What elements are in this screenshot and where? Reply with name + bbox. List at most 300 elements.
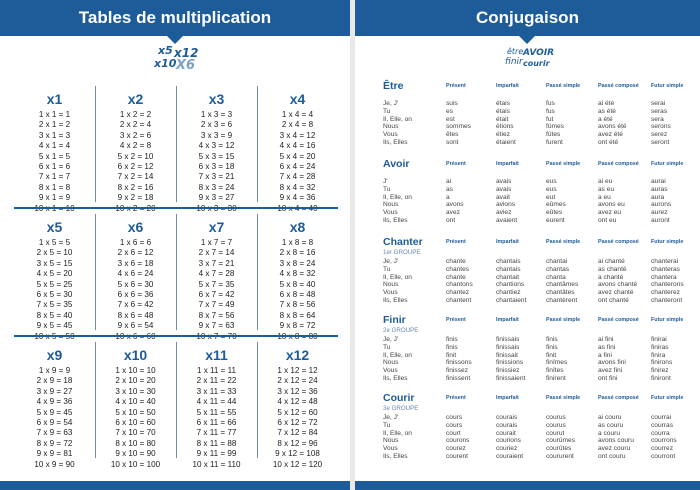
table-row: 1 x 12 = 12 — [277, 366, 318, 375]
verb-block — [383, 392, 693, 464]
pronoun: Il, Elle, on — [383, 115, 412, 123]
conjugated-form: es — [446, 107, 453, 115]
column-divider — [176, 342, 177, 458]
conjugated-form: avez été — [598, 131, 623, 139]
conjugated-form: ont eu — [598, 216, 617, 224]
conjugated-form: chantais — [496, 265, 521, 273]
pronoun: Je, J' — [383, 258, 399, 265]
table-row: 4 x 4 = 16 — [279, 141, 316, 151]
conjugated-form: ai chanté — [598, 258, 625, 265]
pronoun: Tu — [383, 265, 391, 273]
multiplication-table — [257, 208, 338, 336]
verb-name: Être — [383, 80, 404, 92]
conjugated-form: chantais — [496, 258, 521, 265]
conjugated-form: est — [446, 115, 455, 123]
table-row: 1 x 1 = 1 — [38, 110, 71, 119]
tense-header: Passé simple — [546, 317, 581, 323]
conjugated-form: finissiez — [496, 367, 520, 375]
pronoun: Nous — [383, 437, 399, 445]
multiplication-table — [176, 80, 257, 208]
conjugated-form: as chanté — [598, 265, 627, 273]
conjugated-form: serai — [651, 100, 666, 107]
tense-header: Présent — [446, 239, 466, 245]
table-row: 7 x 8 = 56 — [279, 300, 316, 310]
table-heading: x4 — [289, 91, 306, 107]
tense-header: Passé composé — [598, 239, 639, 245]
footer-bar — [0, 481, 350, 490]
table-row: 8 x 4 = 32 — [279, 182, 316, 192]
conjugated-form: avaient — [496, 216, 518, 224]
column-divider — [257, 342, 258, 458]
conjugated-form: courrai — [651, 414, 672, 421]
table-row: 2 x 7 = 14 — [198, 248, 235, 258]
table-row: 4 x 1 = 4 — [38, 141, 71, 151]
multiplication-table — [14, 336, 95, 469]
table-row: 4 x 10 = 40 — [115, 397, 156, 407]
table-row: 9 x 11 = 99 — [196, 449, 237, 459]
pronoun-column — [383, 258, 412, 305]
conjugated-form: courus — [546, 414, 566, 421]
conjugated-form: chantâmes — [546, 281, 579, 289]
table-row: 6 x 1 = 6 — [38, 162, 71, 172]
pronoun-column — [383, 336, 412, 383]
conjugated-form: courra — [651, 429, 670, 437]
conjugated-form: finis — [446, 336, 458, 343]
conjugated-form: finit — [446, 351, 457, 359]
tense-header: Imparfait — [496, 83, 519, 89]
conjugated-form: fûtes — [546, 131, 561, 139]
conjugated-form: ai eu — [598, 178, 613, 185]
conjugated-form: ont couru — [598, 452, 626, 460]
pronoun: Ils, Elles — [383, 216, 408, 224]
table-row: 9 x 3 = 27 — [198, 193, 235, 203]
tense-column — [598, 414, 634, 461]
multiplication-table — [95, 208, 176, 336]
table-row: 4 x 2 = 8 — [119, 141, 152, 151]
pronoun: Je, J' — [383, 100, 399, 107]
conjugated-form: ai couru — [598, 414, 622, 421]
table-heading: x2 — [127, 91, 144, 107]
tense-header: Imparfait — [496, 239, 519, 245]
tense-column — [546, 258, 578, 305]
table-row: 7 x 5 = 35 — [36, 300, 73, 310]
pronoun: Tu — [383, 185, 391, 193]
tense-header: Passé simple — [546, 83, 581, 89]
conjugated-form: fus — [546, 100, 555, 107]
conjugated-form: sont — [446, 138, 459, 146]
table-row: 9 x 1 = 9 — [38, 193, 71, 203]
table-rows — [14, 238, 95, 342]
conjugated-form: chantiez — [496, 289, 521, 297]
verb-name: Finir — [383, 314, 406, 326]
conjugated-form: serez — [651, 131, 668, 139]
tense-column — [446, 258, 473, 305]
conjugated-form: finissent — [446, 374, 471, 382]
table-rows — [257, 238, 338, 342]
conjugated-form: finirai — [651, 336, 667, 343]
table-row: 5 x 6 = 30 — [117, 279, 154, 289]
tense-column — [546, 414, 575, 461]
pronoun: Il, Elle, on — [383, 351, 412, 359]
table-row: 6 x 12 = 72 — [277, 418, 318, 428]
conjugated-form: cours — [446, 414, 463, 421]
table-row: 2 x 6 = 12 — [117, 248, 154, 258]
conjugated-form: chanta — [546, 273, 566, 281]
multiplication-table — [14, 80, 95, 208]
conjugated-form: avons été — [598, 123, 627, 131]
table-rows — [95, 110, 176, 214]
table-row: 6 x 2 = 12 — [117, 162, 154, 172]
conjugated-form: serons — [651, 123, 671, 131]
page-title-conjugaison: Conjugaison — [355, 0, 700, 36]
conjugated-form: auras — [651, 185, 668, 193]
row-divider — [14, 207, 338, 209]
conjugated-form: avons chanté — [598, 281, 638, 289]
pronoun: Il, Elle, on — [383, 429, 412, 437]
conjugated-form: finirez — [651, 367, 669, 375]
table-heading: x7 — [208, 219, 225, 235]
conjugated-form: courrez — [651, 445, 673, 453]
conjugated-form: a fini — [598, 351, 612, 359]
conjugated-form: êtes — [446, 131, 459, 139]
multiplication-table — [257, 80, 338, 208]
conjugated-form: eûmes — [546, 201, 566, 209]
table-row: 1 x 11 = 11 — [196, 366, 237, 375]
table-row: 8 x 7 = 56 — [198, 310, 235, 320]
tense-column — [598, 336, 626, 383]
table-row: 9 x 6 = 54 — [117, 321, 154, 331]
table-row: 3 x 12 = 36 — [277, 386, 318, 396]
verb-group: 2e GROUPE — [383, 327, 419, 334]
table-row: 2 x 12 = 24 — [277, 376, 318, 386]
pronoun: Nous — [383, 359, 399, 367]
conjugated-form: finissait — [496, 351, 518, 359]
conjugated-form: finira — [651, 351, 666, 359]
table-row: 9 x 9 = 81 — [36, 449, 73, 459]
tense-header: Futur simple — [651, 395, 684, 401]
conjugated-form: ont chanté — [598, 296, 629, 304]
table-rows — [95, 366, 176, 470]
conjugated-form: chanterez — [651, 289, 680, 297]
multiplication-table — [176, 336, 257, 469]
table-row: 10 x 9 = 90 — [34, 459, 75, 469]
conjugated-form: étions — [496, 123, 514, 131]
tense-column — [598, 258, 637, 305]
table-row: 8 x 12 = 96 — [277, 438, 318, 448]
table-row: 5 x 3 = 15 — [198, 151, 235, 161]
column-divider — [257, 86, 258, 202]
table-row: 3 x 2 = 6 — [119, 130, 152, 140]
conjugated-form: aurai — [651, 178, 666, 185]
conjugated-form: finirons — [651, 359, 673, 367]
conjugated-form: finis — [546, 336, 558, 343]
pronoun-column — [383, 414, 412, 461]
table-row: 2 x 4 = 8 — [281, 120, 314, 130]
table-row: 8 x 1 = 8 — [38, 182, 71, 192]
tense-header: Futur simple — [651, 239, 684, 245]
table-row: 8 x 8 = 64 — [279, 310, 316, 320]
table-row: 3 x 7 = 21 — [198, 258, 235, 268]
table-row: 9 x 5 = 45 — [36, 321, 73, 331]
table-row: 5 x 5 = 25 — [36, 279, 73, 289]
table-row: 10 x 11 = 110 — [192, 459, 241, 469]
table-row: 1 x 4 = 4 — [281, 110, 314, 119]
table-row: 1 x 2 = 2 — [119, 110, 152, 119]
conjugated-form: chantâtes — [546, 289, 575, 297]
table-row: 5 x 7 = 35 — [198, 279, 235, 289]
table-rows — [14, 366, 95, 470]
table-row: 3 x 11 = 33 — [196, 386, 237, 396]
multiplication-table — [95, 80, 176, 208]
conjugated-form: finissez — [446, 367, 468, 375]
tense-column — [651, 336, 672, 383]
table-row: 4 x 7 = 28 — [198, 269, 235, 279]
table-row: 6 x 6 = 36 — [117, 290, 154, 300]
conjugated-form: finîmes — [546, 359, 568, 367]
conjugated-form: chantèrent — [546, 296, 578, 304]
tense-header: Présent — [446, 161, 466, 167]
table-heading: x11 — [205, 347, 228, 363]
verb-block — [383, 236, 693, 308]
table-row: 1 x 10 = 10 — [115, 366, 156, 375]
tense-header: Passé simple — [546, 395, 581, 401]
conjugated-form: chantons — [446, 281, 473, 289]
conjugated-form: étaient — [496, 138, 516, 146]
pronoun: Ils, Elles — [383, 296, 408, 304]
row-divider — [14, 335, 338, 337]
conjugated-form: ai été — [598, 100, 615, 107]
conjugated-form: courais — [496, 414, 518, 421]
pronoun: Je, J' — [383, 414, 399, 421]
conjugated-form: finiras — [651, 343, 669, 351]
verb-block — [383, 158, 693, 230]
conjugated-form: avais — [496, 185, 512, 193]
tense-column — [496, 100, 516, 147]
conjugated-form: courront — [651, 452, 676, 460]
tense-column — [651, 258, 684, 305]
conjugated-form: eus — [546, 178, 557, 185]
pronoun: Vous — [383, 131, 398, 139]
tense-header: Présent — [446, 83, 466, 89]
table-row: 6 x 11 = 66 — [196, 418, 237, 428]
tense-header: Imparfait — [496, 161, 519, 167]
conjugated-form: chantas — [546, 265, 570, 273]
table-row: 4 x 12 = 48 — [277, 397, 318, 407]
pronoun: Je, J' — [383, 336, 399, 343]
conjugated-form: as eu — [598, 185, 615, 193]
multiplication-grid — [14, 80, 338, 469]
conjugated-form: eûtes — [546, 209, 563, 217]
conjugated-form: seront — [651, 138, 670, 146]
conjugated-form: finirent — [546, 374, 566, 382]
conjugated-form: fus — [546, 107, 555, 115]
conjugated-form: ai fini — [598, 336, 614, 343]
tense-column — [496, 258, 526, 305]
pronoun-column — [383, 178, 412, 225]
conjugated-form: fûmes — [546, 123, 564, 131]
conjugated-form: chanterai — [651, 258, 679, 265]
conjugated-form: finit — [546, 351, 557, 359]
pronoun: Tu — [383, 421, 391, 429]
tense-header: Passé composé — [598, 161, 639, 167]
conjugated-form: chantent — [446, 296, 472, 304]
column-divider — [257, 214, 258, 330]
table-row: 5 x 12 = 60 — [277, 407, 318, 417]
conjugated-form: avons couru — [598, 437, 634, 445]
conjugated-form: courais — [496, 421, 518, 429]
conjugated-form: coururent — [546, 452, 574, 460]
page-title-multiplication: Tables de multiplication — [0, 0, 350, 36]
conjugated-form: avais — [496, 178, 512, 185]
column-divider — [176, 214, 177, 330]
conjugated-form: as fini — [598, 343, 616, 351]
table-row: 2 x 9 = 18 — [36, 376, 73, 386]
table-row: 6 x 7 = 42 — [198, 290, 235, 300]
table-row: 3 x 5 = 15 — [36, 258, 73, 268]
pronoun: Vous — [383, 445, 398, 453]
table-heading: x8 — [289, 219, 306, 235]
conjugated-form: finissons — [446, 359, 472, 367]
verb-name: Avoir — [383, 158, 410, 170]
table-row: 4 x 9 = 36 — [36, 397, 73, 407]
conjugated-form: suis — [446, 100, 458, 107]
tense-column — [598, 178, 625, 225]
table-rows — [14, 110, 95, 214]
column-divider — [95, 342, 96, 458]
table-heading: x5 — [46, 219, 63, 235]
table-row: 2 x 2 = 4 — [119, 120, 152, 130]
footer-bar — [355, 481, 700, 490]
tense-column — [651, 414, 677, 461]
column-divider — [176, 86, 177, 202]
table-row: 8 x 10 = 80 — [115, 438, 156, 448]
tense-header: Passé simple — [546, 161, 581, 167]
conjugated-form: avons — [446, 201, 464, 209]
conjugated-form: cours — [446, 421, 463, 429]
table-heading: x6 — [127, 219, 144, 235]
conjugated-form: furent — [546, 138, 563, 146]
table-row: 4 x 11 = 44 — [196, 397, 237, 407]
conjugated-form: chantaient — [496, 296, 527, 304]
conjugated-form: eus — [546, 185, 557, 193]
table-row: 7 x 1 = 7 — [38, 172, 71, 182]
tense-column — [496, 336, 525, 383]
conjugated-form: finissais — [496, 343, 520, 351]
conjugated-form: aurez — [651, 209, 668, 217]
pronoun: Ils, Elles — [383, 374, 408, 382]
table-row: 5 x 4 = 20 — [279, 151, 316, 161]
conjugated-form: courez — [446, 445, 466, 453]
tense-column — [496, 414, 523, 461]
conjugated-form: courut — [546, 429, 565, 437]
table-row: 4 x 3 = 12 — [198, 141, 235, 151]
table-row: 3 x 3 = 9 — [200, 130, 233, 140]
table-row: 9 x 8 = 72 — [279, 321, 316, 331]
tense-column — [446, 100, 471, 147]
multiplication-table — [95, 336, 176, 469]
tense-column — [651, 100, 671, 147]
table-row: 8 x 6 = 48 — [117, 310, 154, 320]
table-heading: x1 — [46, 91, 63, 107]
conjugated-form: aviez — [496, 209, 512, 217]
conjugated-form: chantait — [496, 273, 520, 281]
table-rows — [257, 366, 338, 470]
tense-header: Passé composé — [598, 317, 639, 323]
pronoun: J' — [383, 178, 388, 185]
table-row: 2 x 5 = 10 — [36, 248, 73, 258]
table-row: 3 x 4 = 12 — [279, 130, 316, 140]
pronoun: Nous — [383, 201, 399, 209]
table-heading: x12 — [285, 347, 310, 363]
tense-column — [446, 414, 469, 461]
table-row: 4 x 8 = 32 — [279, 269, 316, 279]
conjugated-form: chantera — [651, 273, 677, 281]
verb-group: 3e GROUPE — [383, 405, 419, 412]
multiplication-table — [257, 336, 338, 469]
table-row: 2 x 10 = 20 — [115, 376, 156, 386]
table-rows — [95, 238, 176, 342]
multiplication-logo: x5 x12 x10 X6 — [154, 44, 199, 73]
pronoun: Il, Elle, on — [383, 193, 412, 201]
conjugaison-logo: être AVOIR finir courir — [505, 47, 555, 68]
column-divider — [95, 86, 96, 202]
table-row: 3 x 1 = 3 — [38, 130, 71, 140]
table-row: 4 x 5 = 20 — [36, 269, 73, 279]
conjugated-form: chanterons — [651, 281, 684, 289]
conjugated-form: as été — [598, 107, 616, 115]
conjugated-form: aurons — [651, 201, 672, 209]
conjugated-form: chantes — [446, 265, 470, 273]
table-row: 9 x 12 = 108 — [275, 449, 320, 459]
table-row: 6 x 3 = 18 — [198, 162, 235, 172]
tense-header: Passé composé — [598, 83, 639, 89]
tense-column — [651, 178, 671, 225]
table-row: 3 x 9 = 27 — [36, 386, 73, 396]
conjugated-form: chante — [446, 258, 466, 265]
conjugated-form: chanteront — [651, 296, 683, 304]
table-row: 9 x 4 = 36 — [279, 193, 316, 203]
table-row: 3 x 6 = 18 — [117, 258, 154, 268]
table-row: 8 x 9 = 72 — [36, 438, 73, 448]
table-row: 9 x 7 = 63 — [198, 321, 235, 331]
table-row: 8 x 2 = 16 — [117, 182, 154, 192]
conjugated-form: finîtes — [546, 367, 564, 375]
table-row: 9 x 10 = 90 — [115, 449, 156, 459]
pronoun: Il, Elle, on — [383, 273, 412, 281]
conjugated-form: finissaient — [496, 374, 526, 382]
table-row: 10 x 10 = 100 — [110, 459, 161, 469]
conjugated-form: étiez — [496, 131, 510, 139]
conjugated-form: chantez — [446, 289, 470, 297]
conjugated-form: étais — [496, 107, 510, 115]
conjugated-form: sommes — [446, 123, 471, 131]
table-row: 1 x 6 = 6 — [119, 238, 152, 247]
table-heading: x9 — [46, 347, 63, 363]
multiplication-table — [14, 208, 95, 336]
conjugated-form: eurent — [546, 216, 565, 224]
conjugated-form: fut — [546, 115, 554, 123]
conjugated-form: a eu — [598, 193, 611, 201]
table-row: 6 x 5 = 30 — [36, 290, 73, 300]
conjugated-form: courait — [496, 429, 516, 437]
conjugated-form: avez chanté — [598, 289, 634, 297]
conjugated-form: avez fini — [598, 367, 623, 375]
pronoun-column — [383, 100, 412, 147]
conjugated-form: étais — [496, 100, 510, 107]
table-row: 9 x 2 = 18 — [117, 193, 154, 203]
conjugated-form: courras — [651, 421, 673, 429]
conjugated-form: avez couru — [598, 445, 631, 453]
